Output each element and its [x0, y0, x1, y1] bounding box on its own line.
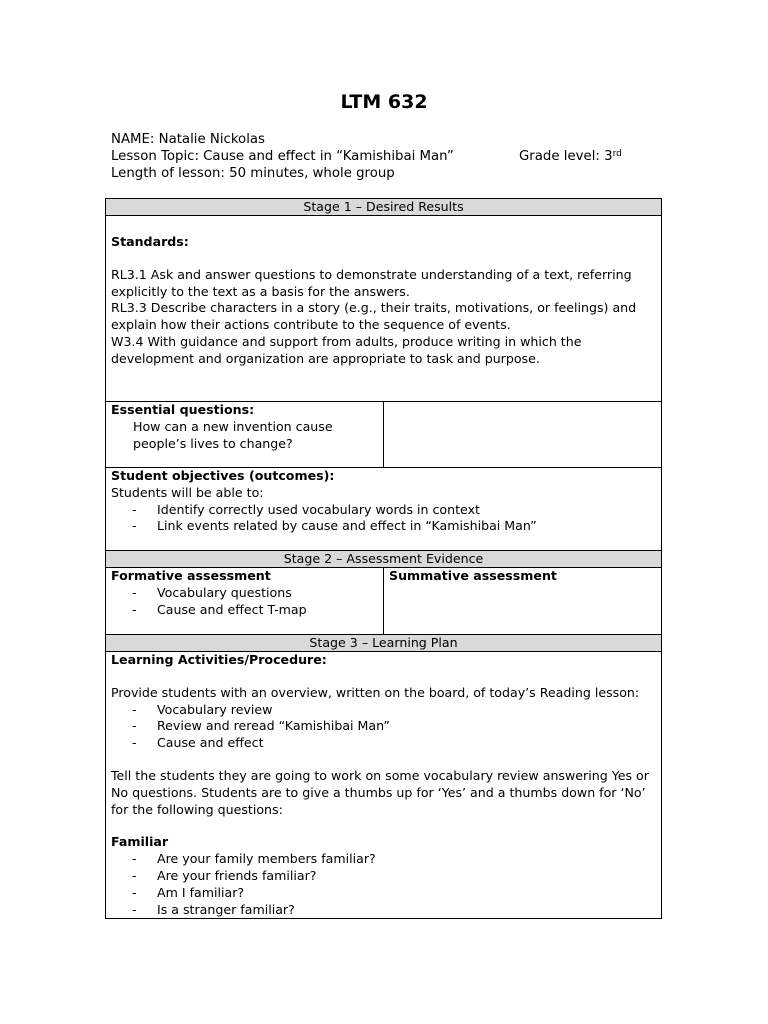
grade-level [519, 148, 622, 165]
list-item: - Link events related by cause and effect in “Kamishibai Man” [111, 518, 661, 535]
objectives-cell [106, 468, 662, 551]
standard-rl3-1: RL3.1 Ask and answer questions to demonstrate understanding of a text, referring explicitly to the text as a basis for the answers. [111, 266, 632, 299]
stage1-band: Stage 1 – Desired Results [106, 199, 662, 216]
list-item: - Vocabulary questions [111, 585, 383, 602]
essential-question-text: How can a new invention cause people’s lives to change? [133, 418, 333, 451]
stage2-band: Stage 2 – Assessment Evidence [106, 551, 662, 568]
lesson-length: Length of lesson: 50 minutes, whole group [111, 166, 395, 181]
list-item: - Cause and effect [111, 735, 661, 752]
standards-cell [106, 216, 662, 402]
grade-level-label: Grade level: 3 [519, 149, 613, 164]
standard-w3-4: W3.4 With guidance and support from adults, produce writing in which the development and organization are appropriate to task and purpose. [111, 333, 582, 366]
formative-heading: Formative assessment [111, 568, 271, 583]
document-title: LTM 632 [340, 91, 428, 113]
objectives-intro: Students will be able to: [111, 484, 264, 500]
vocabulary-instructions: Tell the students they are going to work on some vocabulary review answering Yes or No questions. Students are to give a thumbs up for ‘Yes’ and a thumbs down for ‘No’ for the following questions: [111, 767, 649, 817]
essential-questions-heading: Essential questions: [111, 402, 255, 417]
objectives-heading: Student objectives (outcomes): [111, 468, 335, 483]
standard-rl3-3: RL3.3 Describe characters in a story (e.g., their traits, motivations, or feelings) and explain how their actions contribute to the sequence of events. [111, 300, 637, 333]
grade-level-suffix: rd [612, 149, 622, 159]
lesson-topic-line [111, 148, 622, 165]
overview-text: Provide students with an overview, written on the board, of today’s Reading lesson: [111, 684, 640, 700]
list-item: - Is a stranger familiar? [111, 902, 661, 919]
summative-assessment-cell [384, 568, 662, 635]
familiar-heading: Familiar [111, 834, 169, 850]
standards-heading: Standards: [111, 234, 189, 249]
lesson-header [111, 131, 622, 182]
essential-questions-empty-cell [384, 402, 662, 468]
list-item: - Are your family members familiar? [111, 851, 661, 868]
objectives-list [111, 502, 661, 536]
summative-heading: Summative assessment [389, 568, 557, 583]
list-item: - Review and reread “Kamishibai Man” [111, 718, 661, 735]
formative-assessment-cell [106, 568, 384, 635]
list-item: - Cause and effect T-map [111, 602, 383, 619]
teacher-name: NAME: Natalie Nickolas [111, 132, 265, 147]
essential-questions-cell [106, 402, 384, 468]
learning-plan-cell [106, 652, 662, 919]
familiar-list [111, 851, 661, 918]
list-item: - Identify correctly used vocabulary words in context [111, 502, 661, 519]
overview-list [111, 702, 661, 752]
list-item: - Are your friends familiar? [111, 868, 661, 885]
stage3-band: Stage 3 – Learning Plan [106, 635, 662, 652]
activities-heading: Learning Activities/Procedure: [111, 652, 327, 667]
lesson-plan-table [105, 198, 662, 919]
list-item: - Vocabulary review [111, 702, 661, 719]
list-item: - Am I familiar? [111, 885, 661, 902]
formative-list [111, 585, 383, 619]
lesson-topic: Lesson Topic: Cause and effect in “Kamishibai Man” [111, 149, 454, 164]
